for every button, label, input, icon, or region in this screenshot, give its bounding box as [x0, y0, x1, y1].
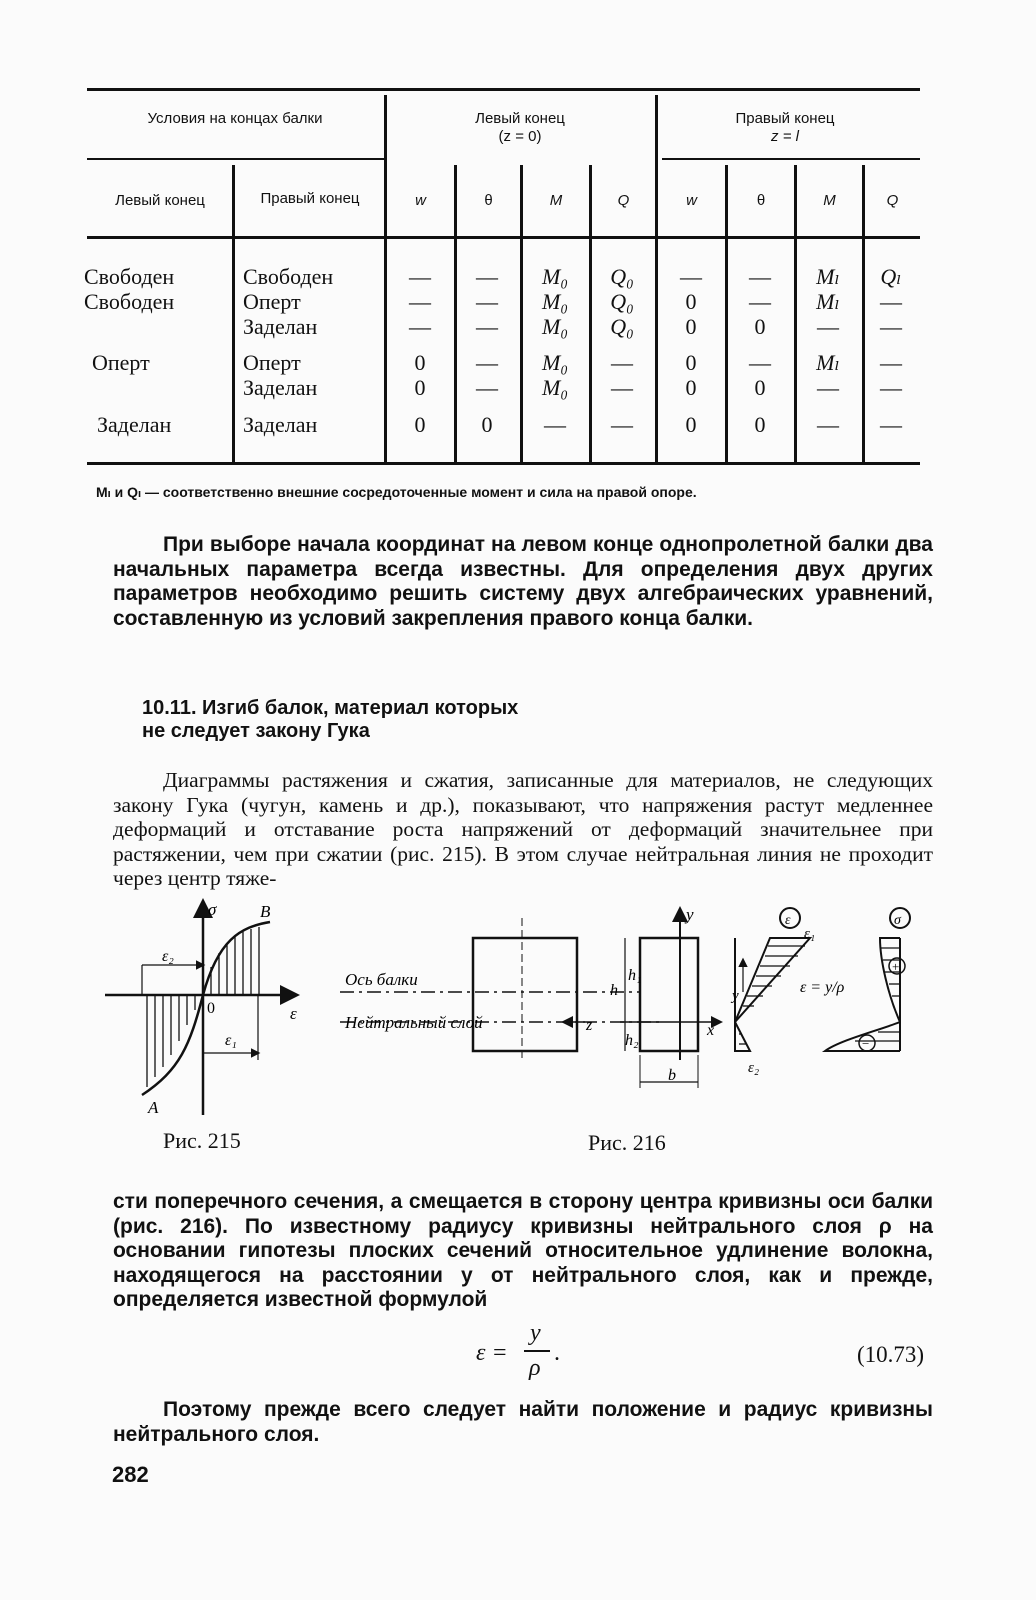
table-cell: — [749, 289, 771, 314]
table-cell: — [817, 314, 839, 339]
table-cell: Mₗ [816, 350, 840, 375]
cross-section [640, 938, 698, 1051]
formula-label: ε = y/ρ [800, 979, 845, 996]
y-arrow-label: y [732, 988, 739, 1004]
table-cell: Q₀ [610, 264, 634, 289]
paragraph: сти поперечного сечения, а смещается в сторону центра кривизны оси балки (рис. 216). По известному радиусу кривизны нейтрального слоя ρ на основании гипотезы плоских сечений относительное удлинение волокна, находящегося на расстоянии y от нейтрального слоя, как и прежде, определяется известной формулой [113, 1190, 933, 1311]
table-cell: 0 [685, 314, 697, 339]
neutral-layer-label: Нейтральный слой [345, 1013, 483, 1032]
table-cell: 0 [754, 375, 766, 400]
figure-216 [340, 900, 930, 1100]
table-cell: — [680, 264, 702, 289]
table-cell: 0 [414, 412, 426, 437]
table-cell: 0 [414, 375, 426, 400]
formula-denominator: ρ [529, 1355, 541, 1381]
paragraph: При выборе начала координат на левом конце однопролетной балки два начальных параметра всегда известны. Для определения двух других параметров необходимо решить систему двух алгебраических уравнений, составленную из условий закрепления правого конца балки. [113, 533, 933, 630]
header-left-end-sub: (z = 0) [498, 128, 542, 145]
table-cell: — [880, 314, 902, 339]
left-condition: Свободен [84, 264, 175, 289]
left-condition: Заделан [97, 412, 172, 437]
header-rule-2 [662, 158, 920, 160]
table-cell: — [476, 264, 498, 289]
table-cell: — [409, 289, 431, 314]
left-condition: Оперт [92, 350, 150, 375]
table-cell: — [749, 264, 771, 289]
h2-label: h₂ [625, 1032, 639, 1049]
left-condition: Свободен [84, 289, 175, 314]
right-condition: Заделан [243, 375, 318, 400]
subheader-Q: Q [886, 192, 899, 209]
table-cell: Mₗ [816, 264, 840, 289]
header-right-end-sub: z = l [771, 128, 799, 145]
strain-tension [735, 938, 810, 1022]
h1-label: h₁ [628, 967, 642, 984]
table-top-rule [87, 88, 920, 91]
table-cell: — [880, 375, 902, 400]
table-cell: — [817, 375, 839, 400]
table-cell: 0 [685, 289, 697, 314]
eps1-label: ε₁ [225, 1032, 237, 1049]
sigma-circle-label: σ [894, 913, 901, 928]
beam-side [473, 938, 577, 1051]
table-cell: — [880, 412, 902, 437]
A-label: A [148, 1098, 159, 1117]
table-footnote: Mₗ и Qₗ — соответственно внешние сосредоточенные момент и сила на правой опоре. [96, 484, 697, 500]
right-condition: Оперт [243, 350, 301, 375]
table-cell: — [476, 314, 498, 339]
table-cell: M₀ [542, 350, 568, 375]
paragraph: Диаграммы растяжения и сжатия, записанные для материалов, не следующих закону Гука (чугун, камень и др.), показывают, что напряжения растут медленнее деформаций и отставание роста напряжений от деформаций значительнее при растяжении, чем при сжатии (рис. 215). В этом случае нейтральная линия не проходит через центр тяже- [113, 768, 933, 890]
table-cell: — [817, 412, 839, 437]
table-cell: 0 [754, 314, 766, 339]
beam-axis-label: Ось балки [345, 970, 418, 989]
right-condition: Заделан [243, 314, 318, 339]
table-cell: — [880, 289, 902, 314]
B-label: B [260, 902, 271, 921]
col-divider [520, 165, 523, 462]
strain-hatch [739, 946, 805, 1044]
table-cell: — [611, 412, 633, 437]
right-condition: Заделан [243, 412, 318, 437]
table-cell: M₀ [542, 289, 568, 314]
section-title: 10.11. Изгиб балок, материал которых [142, 697, 519, 719]
table-cell: — [544, 412, 566, 437]
eps2-label: ε₂ [748, 1060, 760, 1076]
table-cell: — [611, 375, 633, 400]
col-divider [232, 165, 235, 462]
table-cell: M₀ [542, 375, 568, 400]
header-conditions: Условия на концах балки [147, 110, 323, 127]
formula-period: . [554, 1340, 560, 1366]
eps-label: ε [290, 1004, 297, 1023]
table-cell: 0 [685, 412, 697, 437]
section-title: не следует закону Гука [142, 720, 370, 742]
strain-compression [735, 1022, 750, 1051]
stress-tension [880, 938, 900, 1022]
subheader-right-end: Правый конец [260, 190, 360, 207]
table-cell: 0 [754, 412, 766, 437]
figure-216-caption: Рис. 216 [588, 1130, 666, 1155]
table-cell: 0 [414, 350, 426, 375]
eps-circle-label: ε [785, 913, 791, 928]
col-divider [655, 95, 658, 462]
table-cell: 0 [685, 375, 697, 400]
table-cell: — [749, 350, 771, 375]
subheader-w: w [415, 192, 426, 209]
subheader-Q: Q [617, 192, 630, 209]
right-condition: Свободен [243, 264, 334, 289]
formula-number: (10.73) [857, 1342, 925, 1367]
paragraph: Поэтому прежде всего следует найти положение и радиус кривизны нейтрального слоя. [113, 1398, 933, 1446]
z-label: z [586, 1017, 593, 1034]
col-divider [725, 165, 728, 462]
subheader-w: w [686, 192, 697, 209]
minus-label: − [862, 1036, 870, 1051]
eps1-label: ε₁ [804, 926, 816, 942]
table-cell: Mₗ [816, 289, 840, 314]
table-bottom-rule [87, 462, 920, 465]
table-cell: — [476, 375, 498, 400]
subheader-M: M [823, 192, 836, 209]
page-number: 282 [112, 1462, 149, 1487]
table-cell: — [880, 350, 902, 375]
table-cell: — [611, 350, 633, 375]
table-cell: Qₗ [880, 264, 902, 289]
subheader-left-end: Левый конец [115, 192, 205, 209]
table-cell: — [409, 264, 431, 289]
sigma-label: σ [208, 900, 217, 919]
right-condition: Оперт [243, 289, 301, 314]
x-label: x [707, 1022, 715, 1039]
table-cell: — [409, 314, 431, 339]
header-rule-1 [87, 158, 387, 160]
subheader-theta: θ [484, 192, 493, 209]
formula-numerator: y [530, 1320, 541, 1346]
plus-label: + [892, 959, 900, 974]
header-left-end: Левый конец [475, 110, 565, 127]
eps2-label: ε₂ [162, 948, 174, 965]
table-cell: 0 [481, 412, 493, 437]
y-label: y [686, 905, 694, 924]
table-cell: 0 [685, 350, 697, 375]
b-label: b [668, 1067, 676, 1084]
table-cell: — [476, 289, 498, 314]
table-cell: Q₀ [610, 314, 634, 339]
col-divider [384, 95, 387, 462]
table-cell: — [476, 350, 498, 375]
fraction-bar [524, 1350, 550, 1352]
subheader-M: M [549, 192, 563, 209]
formula-lhs: ε = [476, 1340, 508, 1366]
figure-215-caption: Рис. 215 [163, 1128, 241, 1153]
table-cell: M₀ [542, 314, 568, 339]
figure-215 [100, 895, 320, 1125]
table-cell: Q₀ [610, 289, 634, 314]
h-label: h [610, 982, 618, 999]
header-right-end: Правый конец [735, 110, 835, 127]
origin-label: 0 [207, 1000, 215, 1017]
subheader-theta: θ [756, 192, 766, 209]
table-cell: M₀ [542, 264, 568, 289]
